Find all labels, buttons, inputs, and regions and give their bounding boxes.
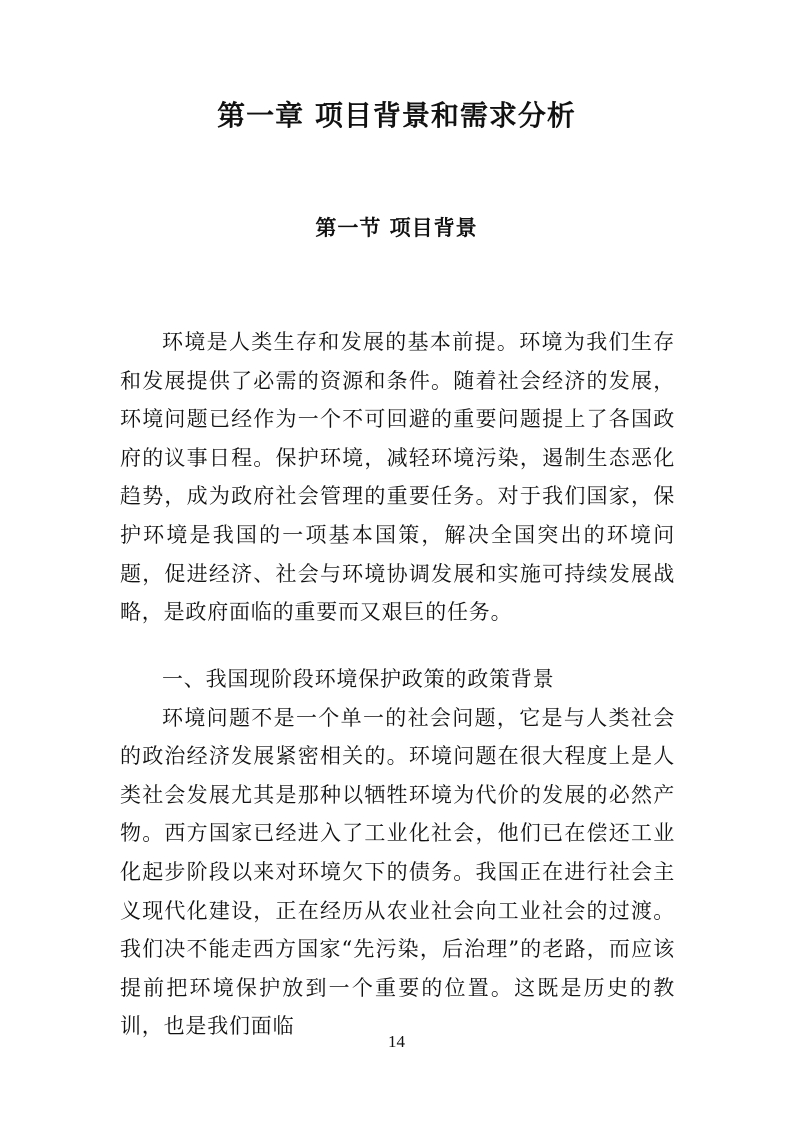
chapter-title: 第一章 项目背景和需求分析 xyxy=(217,99,576,132)
page-number: 14 xyxy=(388,1032,405,1051)
body-section-1 xyxy=(120,323,675,632)
section-title: 第一节 项目背景 xyxy=(315,216,478,240)
paragraph-1: 环境是人类生存和发展的基本前提。环境为我们生存和发展提供了必需的资源和条件。随着社会经济的发展，环境问题已经作为一个不可回避的重要问题提上了各国政府的议事日程。保护环境，减轻环境污染，遏制生态恶化趋势，成为政府社会管理的重要任务。对于我们国家，保护环境是我国的一项基本国策，解决全国突出的环境问题，促进经济、社会与环境协调发展和实施可持续发展战略，是政府面临的重要而又艰巨的任务。 xyxy=(120,330,675,625)
subheading-1: 一、我国现阶段环境保护政策的政策背景 xyxy=(162,667,555,691)
body-section-2 xyxy=(120,660,675,1046)
paragraph-2: 环境问题不是一个单一的社会问题，它是与人类社会的政治经济发展紧密相关的。环境问题在很大程度上是人类社会发展尤其是那种以牺牲环境为代价的发展的必然产物。西方国家已经进入了工业化社会，他们已在偿还工业化起步阶段以来对环境欠下的债务。我国正在进行社会主义现代化建设，正在经历从农业社会向工业社会的过渡。我们决不能走西方国家“先污染，后治理”的老路，而应该提前把环境保护放到一个重要的位置。这既是历史的教训，也是我们面临 xyxy=(120,705,675,1039)
